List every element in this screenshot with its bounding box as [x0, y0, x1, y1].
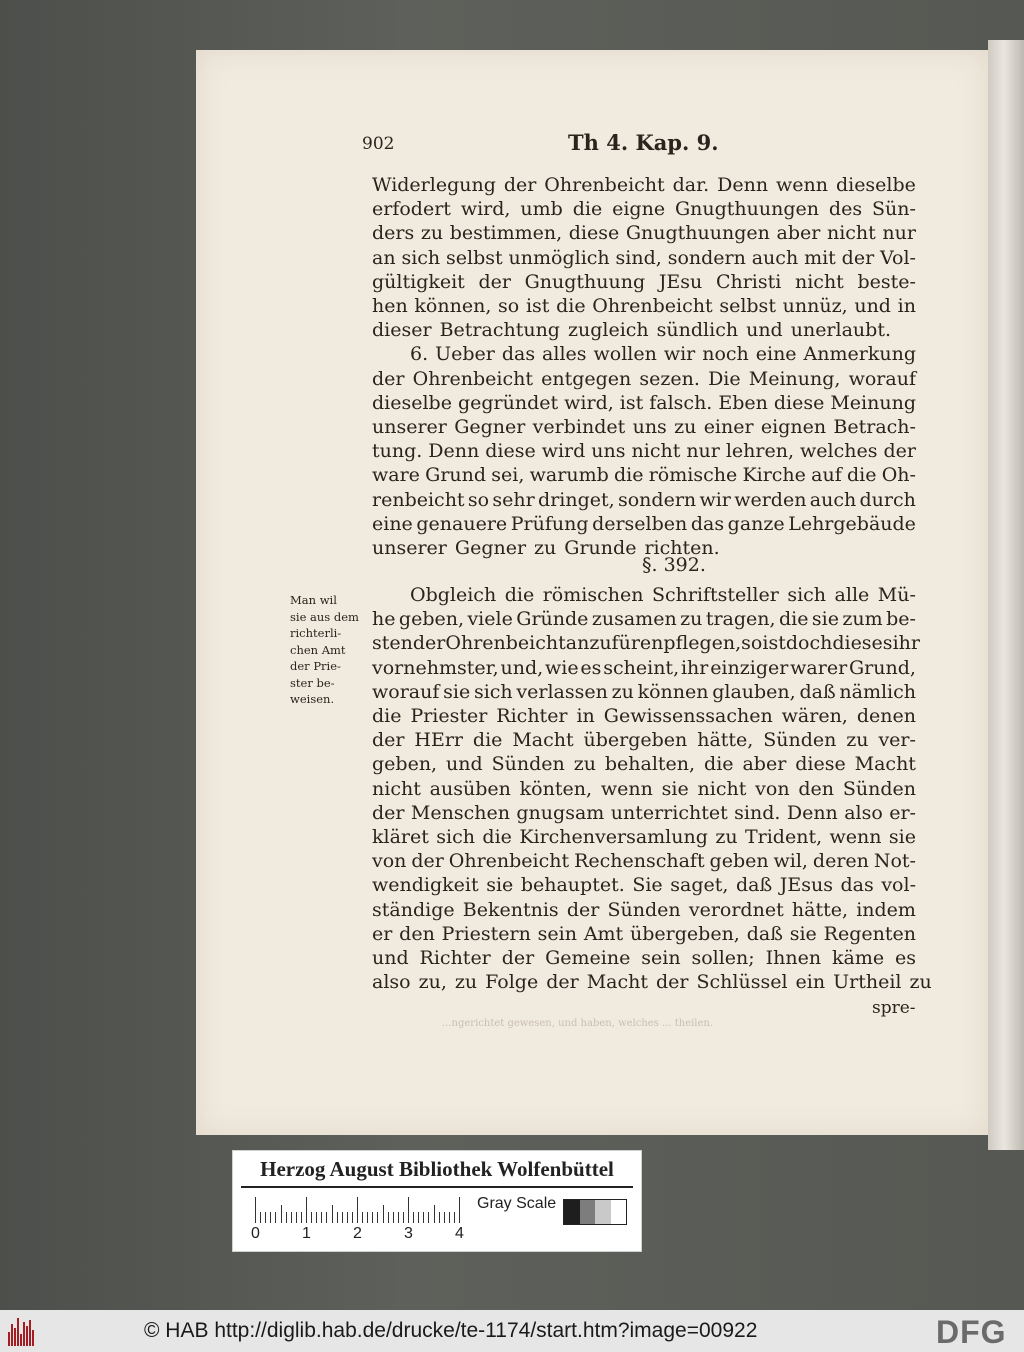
text-line: eine genauere Prüfung derselben das ganze Lehrgebäude	[372, 512, 916, 535]
scale-tick	[326, 1212, 327, 1223]
scale-tick	[408, 1197, 409, 1223]
scale-tick	[270, 1212, 271, 1223]
text-line: der Ohrenbeicht entgegen sezen. Die Meinung, worauf	[372, 367, 916, 390]
scale-tick	[337, 1212, 338, 1223]
gray-swatch	[595, 1200, 611, 1224]
text-line: ders zu bestimmen, diese Gnugthuungen aber nicht nur	[372, 222, 916, 245]
scale-tick	[265, 1212, 266, 1223]
running-head: Th 4. Kap. 9.	[568, 130, 719, 155]
scale-tick	[403, 1212, 404, 1223]
text-line: ware Grund sei, warumb die römische Kirche auf die Oh-	[372, 464, 916, 487]
book-page	[196, 50, 988, 1135]
margin-note-line: Man wil	[290, 593, 337, 607]
scale-number: 0	[251, 1225, 260, 1242]
scale-tick	[342, 1212, 343, 1223]
text-line: der Menschen gnugsam unterrichtet sind. Denn also er-	[372, 801, 916, 824]
margin-note-line: der Prie-	[290, 659, 341, 673]
gray-swatch	[580, 1200, 596, 1224]
text-line: dieselbe gegründet wird, ist falsch. Eben diese Meinung	[372, 391, 916, 414]
scale-number: 4	[455, 1225, 464, 1242]
source-url[interactable]: © HAB http://diglib.hab.de/drucke/te-1174/start.htm?image=00922	[144, 1319, 758, 1342]
scale-tick	[316, 1212, 317, 1223]
text-line: von der Ohrenbeicht Rechenschaft geben wil, deren Not-	[372, 850, 916, 873]
library-name: Herzog August Bibliothek Wolfenbüttel	[260, 1157, 614, 1181]
scale-tick	[301, 1212, 302, 1223]
text-line: wendigkeit sie behauptet. Sie saget, daß JEsus das vol-	[372, 874, 916, 897]
margin-note-line: sie aus dem	[290, 609, 359, 624]
scale-tick	[321, 1212, 322, 1223]
scale-tick	[439, 1212, 440, 1223]
catch-word: spre-	[872, 998, 916, 1018]
text-line: er den Priestern sein Amt übergeben, daß sie Regenten	[372, 922, 916, 945]
text-line: kläret sich die Kirchenversamlung zu Trident, wenn sie	[372, 826, 916, 848]
scale-tick	[352, 1212, 353, 1223]
section-mark: §. 392.	[642, 554, 706, 576]
text-line: renbeicht so sehr dringet, sondern wir werden auch durch	[372, 488, 916, 511]
scale-tick	[260, 1212, 261, 1223]
scale-tick	[413, 1212, 414, 1223]
scale-tick	[332, 1205, 333, 1223]
margin-note-line: richterli-	[290, 626, 342, 640]
text-line: erfodert wird, umb die eigne Gnugthuungen des Sün-	[372, 198, 916, 221]
text-line: vornehmster, und, wie es scheint, ihr einziger warer Grund,	[372, 656, 916, 679]
scale-tick	[377, 1212, 378, 1223]
gray-scale-swatches	[563, 1199, 627, 1225]
margin-note-line: ster be-	[290, 675, 335, 690]
scale-tick	[388, 1212, 389, 1223]
library-color-card	[232, 1150, 642, 1252]
scale-tick	[306, 1197, 307, 1223]
text-line: geben, und Sünden zu behalten, die aber diese Macht	[372, 753, 916, 776]
scale-tick	[449, 1212, 450, 1223]
margin-note-line: weisen.	[290, 692, 335, 706]
text-line: der HErr die Macht übergeben hätte, Sünden zu ver-	[372, 729, 916, 752]
text-line: Widerlegung der Ohrenbeicht dar. Denn wenn dieselbe	[372, 174, 916, 196]
scale-ruler	[255, 1197, 467, 1223]
text-line: 6. Ueber das alles wollen wir noch eine Anmerkung	[410, 343, 916, 366]
scale-tick	[311, 1212, 312, 1223]
scale-tick	[459, 1197, 460, 1223]
text-line: gültigkeit der Gnugthuung JEsu Christi nicht beste-	[372, 270, 916, 293]
text-line: he geben, viele Gründe zusamen zu tragen, die sie zum be-	[372, 608, 916, 631]
dfg-logo: DFG	[936, 1314, 1007, 1350]
text-line: ständige Bekentnis der Sünden verordnet hätte, indem	[372, 898, 916, 921]
scale-tick	[393, 1212, 394, 1223]
scale-tick	[383, 1205, 384, 1223]
scale-number: 2	[353, 1225, 362, 1242]
scale-tick	[281, 1205, 282, 1223]
text-line: unserer Gegner verbindet uns zu einer eignen Betrach-	[372, 416, 916, 438]
scale-tick	[423, 1212, 424, 1223]
scale-tick	[275, 1212, 276, 1223]
scale-tick	[398, 1212, 399, 1223]
gray-swatch	[564, 1200, 580, 1224]
scale-tick	[367, 1212, 368, 1223]
gray-swatch	[611, 1200, 627, 1224]
text-line: unserer Gegner zu Grunde richten.	[372, 537, 720, 559]
text-line: hen können, so ist die Ohrenbeicht selbst unnüz, und in	[372, 295, 916, 317]
gray-scale-label: Gray Scale	[477, 1195, 557, 1212]
scale-tick	[428, 1212, 429, 1223]
scale-number: 3	[404, 1225, 413, 1242]
hab-logo-icon	[8, 1316, 34, 1346]
text-line: worauf sie sich verlassen zu können glauben, daß nämlich	[372, 680, 916, 703]
text-line: an sich selbst unmöglich sind, sondern auch mit der Vol-	[372, 246, 916, 269]
scale-tick	[255, 1197, 256, 1223]
page-number: 902	[362, 134, 395, 154]
footer-bar	[0, 1310, 1024, 1352]
scale-tick	[362, 1212, 363, 1223]
scale-tick	[286, 1212, 287, 1223]
text-line: die Priester Richter in Gewissenssachen wären, denen	[372, 705, 916, 727]
text-line: dieser Betrachtung zugleich sündlich und unerlaubt.	[372, 319, 891, 342]
text-line: und Richter der Gemeine sein sollen; Ihnen käme es	[372, 947, 916, 969]
scale-tick	[444, 1212, 445, 1223]
scale-tick	[357, 1197, 358, 1223]
text-line: tung. Denn diese wird uns nicht nur lehren, welches der	[372, 440, 916, 463]
scale-tick	[418, 1212, 419, 1223]
card-divider	[241, 1186, 633, 1188]
scale-tick	[372, 1212, 373, 1223]
text-line: also zu, zu Folge der Macht der Schlüssel ein Urtheil zu	[372, 971, 932, 994]
next-page-edge	[988, 40, 1024, 1150]
text-line: sten der Ohrenbeicht anzufüren pflegen, so ist doch dieses ihr	[372, 632, 920, 655]
text-line: nicht ausüben könten, wenn sie nicht von den Sünden	[372, 777, 916, 800]
text-line: Obgleich die römischen Schriftsteller sich alle Mü-	[410, 584, 916, 606]
scale-tick	[454, 1212, 455, 1223]
scale-tick	[296, 1212, 297, 1223]
scale-number: 1	[302, 1225, 311, 1242]
margin-note-line: chen Amt	[290, 642, 346, 657]
bleed-through-text: ...ngerichtet gewesen, und haben, welches ... theilen.	[442, 1018, 714, 1029]
scale-tick	[434, 1205, 435, 1223]
scale-tick	[347, 1212, 348, 1223]
scale-tick	[291, 1212, 292, 1223]
